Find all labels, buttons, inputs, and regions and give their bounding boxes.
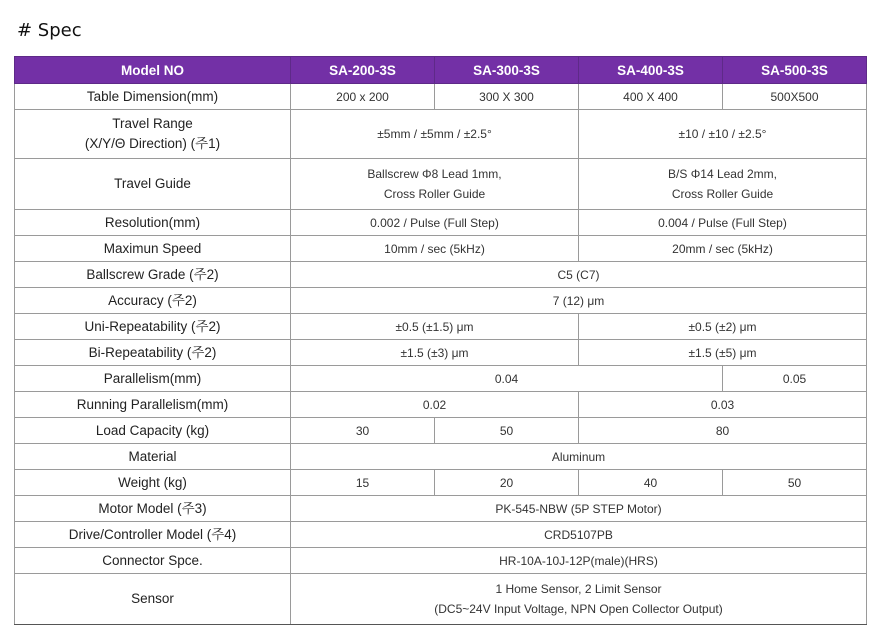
- cell-line: 1 Home Sensor, 2 Limit Sensor: [495, 582, 662, 596]
- row-label: [15, 110, 291, 159]
- cell: 7 (12) μm: [291, 288, 867, 314]
- cell: [291, 159, 579, 210]
- row-label: Parallelism(mm): [15, 366, 291, 392]
- model-sa-400-3s: SA-400-3S: [579, 57, 723, 84]
- cell: 50: [435, 418, 579, 444]
- cell: [579, 159, 867, 210]
- row-label: Accuracy (주2): [15, 288, 291, 314]
- header-row: [15, 57, 867, 84]
- page-title: # Spec: [17, 20, 82, 41]
- row-sensor: [15, 574, 867, 625]
- row-motor-model: [15, 496, 867, 522]
- row-label: Table Dimension(mm): [15, 84, 291, 110]
- cell-line: Ballscrew Φ8 Lead 1mm,: [367, 167, 502, 181]
- cell: 80: [579, 418, 867, 444]
- cell: 0.03: [579, 392, 867, 418]
- header-label: Model NO: [15, 57, 291, 84]
- row-running-parallelism: [15, 392, 867, 418]
- model-sa-200-3s: SA-200-3S: [291, 57, 435, 84]
- cell: 0.004 / Pulse (Full Step): [579, 210, 867, 236]
- row-label: Resolution(mm): [15, 210, 291, 236]
- cell: 0.04: [291, 366, 723, 392]
- row-label-line: Travel Range: [112, 116, 193, 131]
- spec-table: [14, 56, 867, 625]
- cell: 50: [723, 470, 867, 496]
- cell: 0.02: [291, 392, 579, 418]
- model-sa-300-3s: SA-300-3S: [435, 57, 579, 84]
- row-weight: [15, 470, 867, 496]
- cell: PK-545-NBW (5P STEP Motor): [291, 496, 867, 522]
- row-uni-repeatability: [15, 314, 867, 340]
- row-label: Load Capacity (kg): [15, 418, 291, 444]
- cell: 30: [291, 418, 435, 444]
- row-label: Material: [15, 444, 291, 470]
- row-accuracy: [15, 288, 867, 314]
- cell: Aluminum: [291, 444, 867, 470]
- cell: 20mm / sec (5kHz): [579, 236, 867, 262]
- row-label: Drive/Controller Model (주4): [15, 522, 291, 548]
- row-label: Uni-Repeatability (주2): [15, 314, 291, 340]
- row-label: Sensor: [15, 574, 291, 625]
- cell: ±5mm / ±5mm / ±2.5°: [291, 110, 579, 159]
- model-sa-500-3s: SA-500-3S: [723, 57, 867, 84]
- row-connector-spec: [15, 548, 867, 574]
- row-label: Travel Guide: [15, 159, 291, 210]
- cell: ±0.5 (±2) μm: [579, 314, 867, 340]
- row-bi-repeatability: [15, 340, 867, 366]
- cell: 10mm / sec (5kHz): [291, 236, 579, 262]
- row-label: Running Parallelism(mm): [15, 392, 291, 418]
- row-label: Ballscrew Grade (주2): [15, 262, 291, 288]
- cell-line: B/S Φ14 Lead 2mm,: [668, 167, 777, 181]
- row-label: Bi-Repeatability (주2): [15, 340, 291, 366]
- cell: ±10 / ±10 / ±2.5°: [579, 110, 867, 159]
- row-label: Maximun Speed: [15, 236, 291, 262]
- cell: 300 X 300: [435, 84, 579, 110]
- cell: 200 x 200: [291, 84, 435, 110]
- cell: 20: [435, 470, 579, 496]
- cell: 40: [579, 470, 723, 496]
- cell: 15: [291, 470, 435, 496]
- row-label: Weight (kg): [15, 470, 291, 496]
- cell: C5 (C7): [291, 262, 867, 288]
- row-resolution: [15, 210, 867, 236]
- row-label-line: (X/Y/Θ Direction) (주1): [84, 136, 221, 151]
- row-label: Connector Spce.: [15, 548, 291, 574]
- cell: HR-10A-10J-12P(male)(HRS): [291, 548, 867, 574]
- cell: ±0.5 (±1.5) μm: [291, 314, 579, 340]
- row-travel-guide: [15, 159, 867, 210]
- row-load-capacity: [15, 418, 867, 444]
- cell-line: Cross Roller Guide: [671, 187, 774, 201]
- cell-line: Cross Roller Guide: [383, 187, 486, 201]
- cell: 500X500: [723, 84, 867, 110]
- cell: 0.05: [723, 366, 867, 392]
- row-max-speed: [15, 236, 867, 262]
- cell: ±1.5 (±5) μm: [579, 340, 867, 366]
- row-drive-controller-model: [15, 522, 867, 548]
- cell: [291, 574, 867, 625]
- row-parallelism: [15, 366, 867, 392]
- row-travel-range: [15, 110, 867, 159]
- row-ballscrew-grade: [15, 262, 867, 288]
- cell: CRD5107PB: [291, 522, 867, 548]
- row-label: Motor Model (주3): [15, 496, 291, 522]
- row-table-dimension: [15, 84, 867, 110]
- cell: 0.002 / Pulse (Full Step): [291, 210, 579, 236]
- cell: ±1.5 (±3) μm: [291, 340, 579, 366]
- row-material: [15, 444, 867, 470]
- cell-line: (DC5~24V Input Voltage, NPN Open Collector Output): [434, 602, 723, 616]
- cell: 400 X 400: [579, 84, 723, 110]
